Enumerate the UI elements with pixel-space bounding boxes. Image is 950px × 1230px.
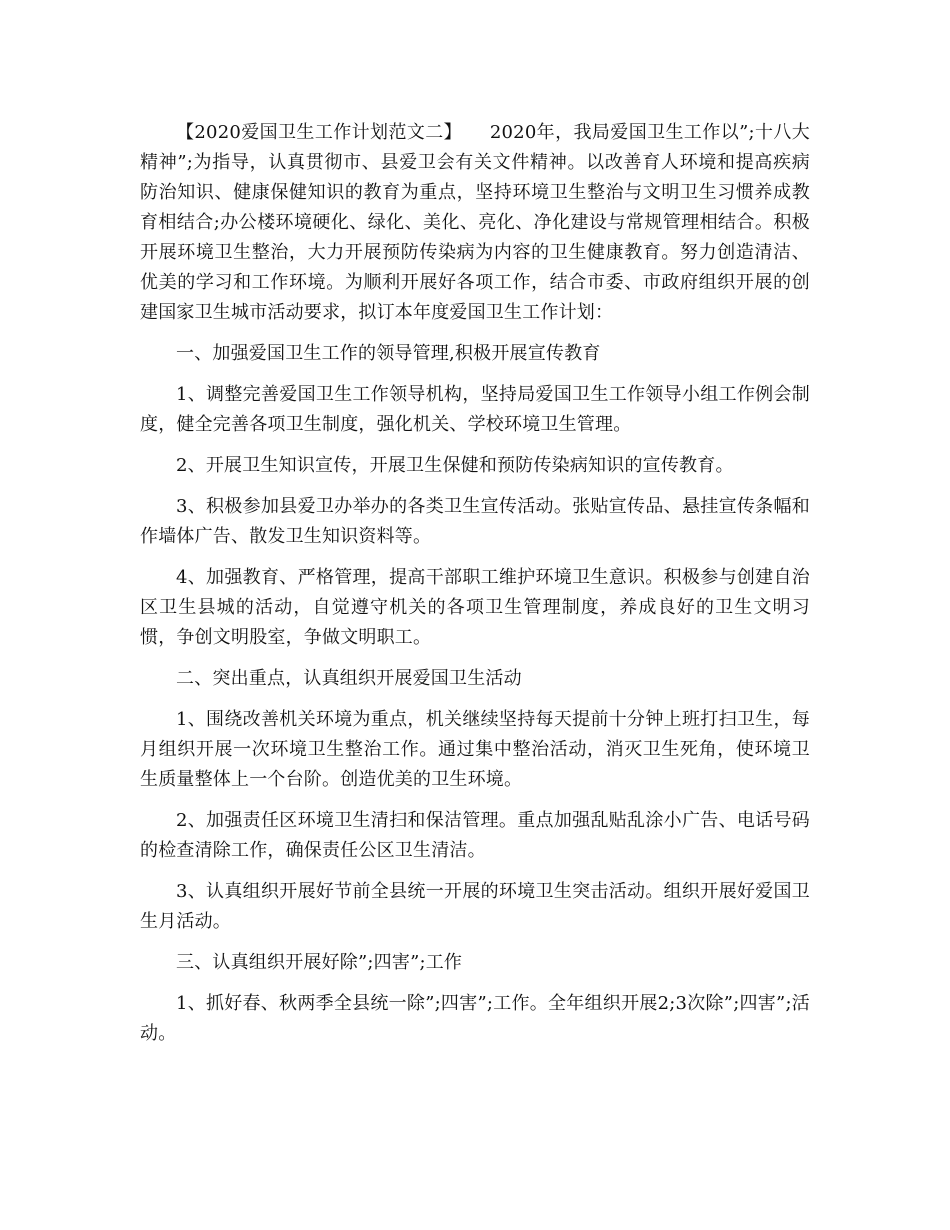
section-heading-1: 一、加强爱国卫生工作的领导管理,积极开展宣传教育 xyxy=(176,343,601,364)
section-3-item-1: 1、抓好春、秋两季全县统一除”;四害”;工作。全年组织开展2;3次除”;四害”;活动。 xyxy=(140,993,810,1044)
section-1-item-3: 3、积极参加县爱卫办举办的各类卫生宣传活动。张贴宣传品、悬挂宣传条幅和作墙体广告、散发卫生知识资料等。 xyxy=(140,496,810,547)
section-heading-2: 二、突出重点，认真组织开展爱国卫生活动 xyxy=(176,668,522,689)
section-1-item-1: 1、调整完善爱国卫生工作领导机构，坚持局爱国卫生工作领导小组工作例会制度，健全完善各项卫生制度，强化机关、学校环境卫生管理。 xyxy=(140,384,810,435)
section-2-item-1: 1、围绕改善机关环境为重点，机关继续坚持每天提前十分钟上班打扫卫生，每月组织开展一次环境卫生整治工作。通过集中整治活动，消灭卫生死角，使环境卫生质量整体上一个台阶。创造优美的卫生环境。 xyxy=(140,709,810,790)
section-1-item-4: 4、加强教育、严格管理，提高干部职工维护环境卫生意识。积极参与创建自治区卫生县城的活动，自觉遵守机关的各项卫生管理制度，养成良好的卫生文明习惯，争创文明股室，争做文明职工。 xyxy=(140,567,810,648)
section-heading-3: 三、认真组织开展好除”;四害”;工作 xyxy=(176,952,463,973)
document-body xyxy=(140,118,810,1060)
section-2-item-3: 3、认真组织开展好节前全县统一开展的环境卫生突击活动。组织开展好爱国卫生月活动。 xyxy=(140,881,810,932)
section-1-item-2: 2、开展卫生知识宣传，开展卫生保健和预防传染病知识的宣传教育。 xyxy=(176,455,734,476)
section-2-item-2: 2、加强责任区环境卫生清扫和保洁管理。重点加强乱贴乱涂小广告、电话号码的检查清除工作，确保责任公区卫生清洁。 xyxy=(140,810,810,861)
intro-paragraph: 【2020爱国卫生工作计划范文二】 2020年，我局爱国卫生工作以”;十八大精神”;为指导，认真贯彻市、县爱卫会有关文件精神。以改善育人环境和提高疾病防治知识、健康保健知识的教育为重点，坚持环境卫生整治与文明卫生习惯养成教育相结合;办公楼环境硬化、绿化、美化、亮化、净化建设与常规管理相结合。积极开展环境卫生整治，大力开展预防传染病为内容的卫生健康教育。努力创造清洁、优美的学习和工作环境。为顺利开展好各项工作，结合市委、市政府组织开展的创建国家卫生城市活动要求，拟订本年度爱国卫生工作计划： xyxy=(140,122,810,323)
